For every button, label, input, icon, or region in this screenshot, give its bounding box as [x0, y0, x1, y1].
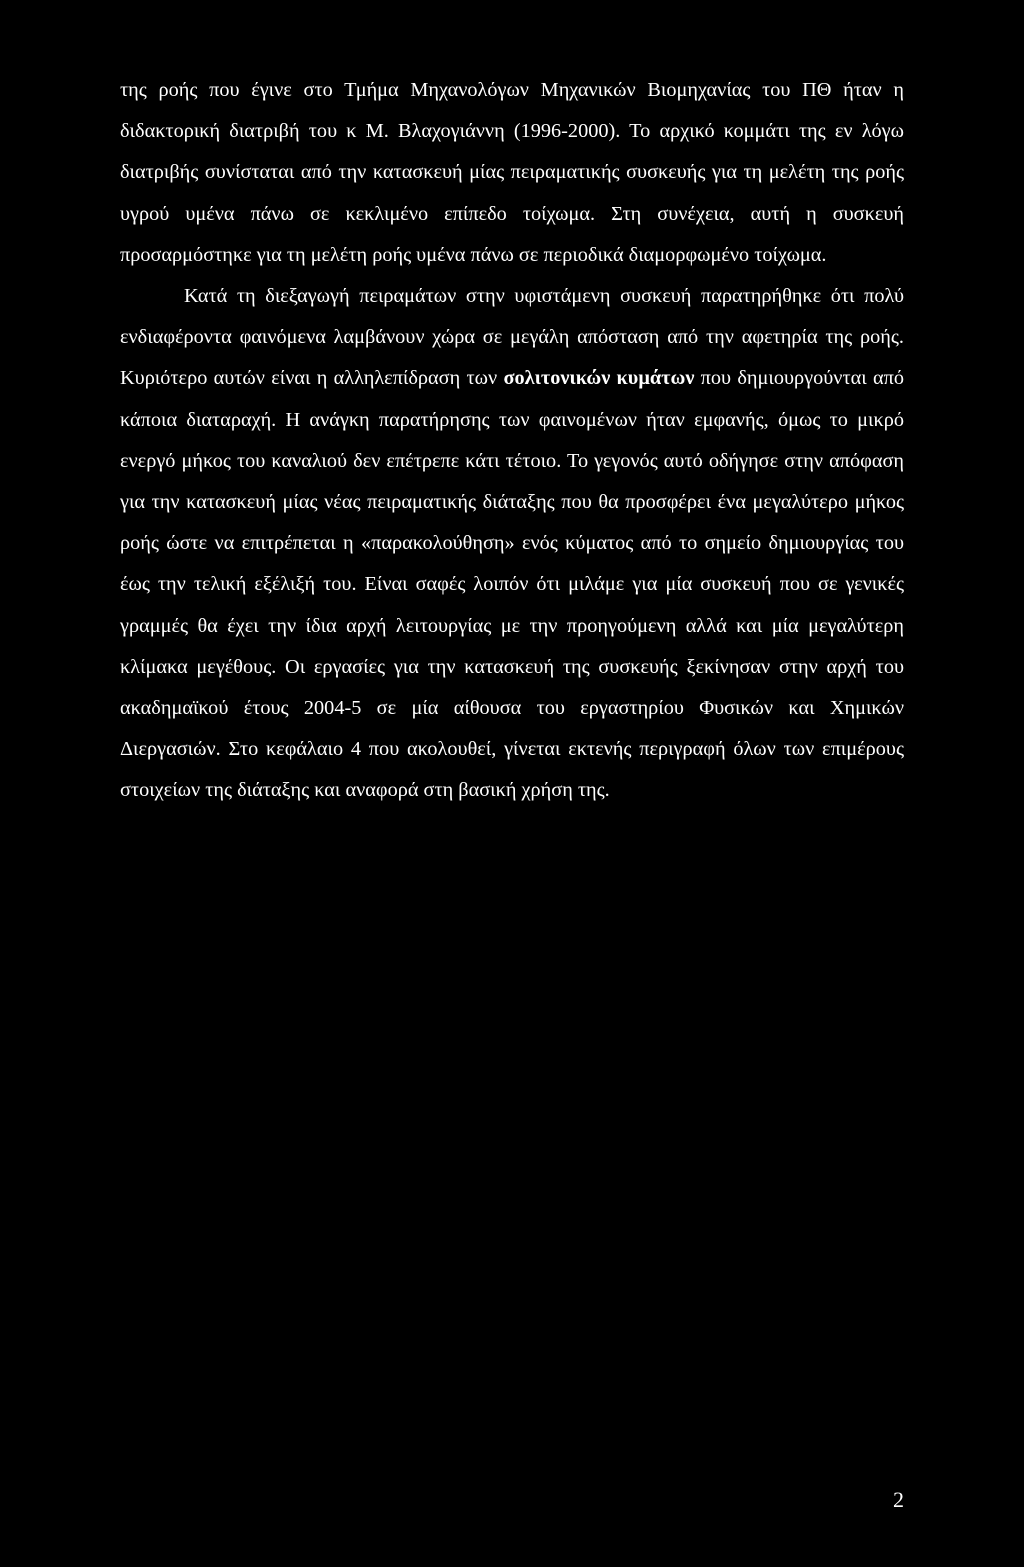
page-body	[120, 70, 904, 812]
paragraph-2-text-end: που δημιουργούνται από κάποια διαταραχή. Η ανάγκη παρατήρησης των φαινομένων ήταν εμφανής, όμως το μικρό ενεργό μήκος του καναλιού δεν επέτρεπε κάτι τέτοιο. Το γεγονός αυτό οδήγησε στην απόφαση για την κατασκευή μίας νέας πειραματικής διάταξης που θα προσφέρει ένα μεγαλύτερο μήκος ροής ώστε να επιτρέπεται η «παρακολούθηση» ενός κύματος από το σημείο δημιουργίας του έως την τελική εξέλιξή του. Είναι σαφές λοιπόν ότι μιλάμε για μία συσκευή που σε γενικές γραμμές θα έχει την ίδια αρχή λειτουργίας με την προηγούμενη αλλά και μία μεγαλύτερη κλίμακα μεγέθους. Οι εργασίες για την κατασκευή της συσκευής ξεκίνησαν στην αρχή του ακαδημαϊκού έτους 2004-5 σε μία αίθουσα του εργαστηρίου Φυσικών και Χημικών Διεργασιών. Στο κεφάλαιο 4 που ακολουθεί, γίνεται εκτενής περιγραφή όλων των επιμέρους στοιχείων της διάταξης και αναφορά στη βασική χρήση της.	[120, 367, 904, 802]
paragraph-1: της ροής που έγινε στο Τμήμα Μηχανολόγων Μηχανικών Βιομηχανίας του ΠΘ ήταν η διδακτορική διατριβή του κ Μ. Βλαχογιάννη (1996-2000). Το αρχικό κομμάτι της εν λόγω διατριβής συνίσταται από την κατασκευή μίας πειραματικής συσκευής για τη μελέτη της ροής υγρού υμένα πάνω σε κεκλιμένο επίπεδο τοίχωμα. Στη συνέχεια, αυτή η συσκευή προσαρμόστηκε για τη μελέτη ροής υμένα πάνω σε περιοδικά διαμορφωμένο τοίχωμα.	[120, 79, 904, 266]
paragraph-2-text-start: Κατά τη διεξαγωγή πειραμάτων στην υφιστάμενη συσκευή παρατηρήθηκε ότι πολύ ενδιαφέροντα φαινόμενα λαμβάνουν χώρα σε μεγάλη απόσταση από την αφετηρία της ροής. Κυριότερο αυτών είναι η αλληλεπίδραση των	[120, 285, 904, 390]
page-number: 2	[893, 1487, 904, 1512]
bold-term-soliton-waves: σολιτονικών κυμάτων	[503, 367, 695, 390]
paragraph-2	[120, 276, 904, 812]
